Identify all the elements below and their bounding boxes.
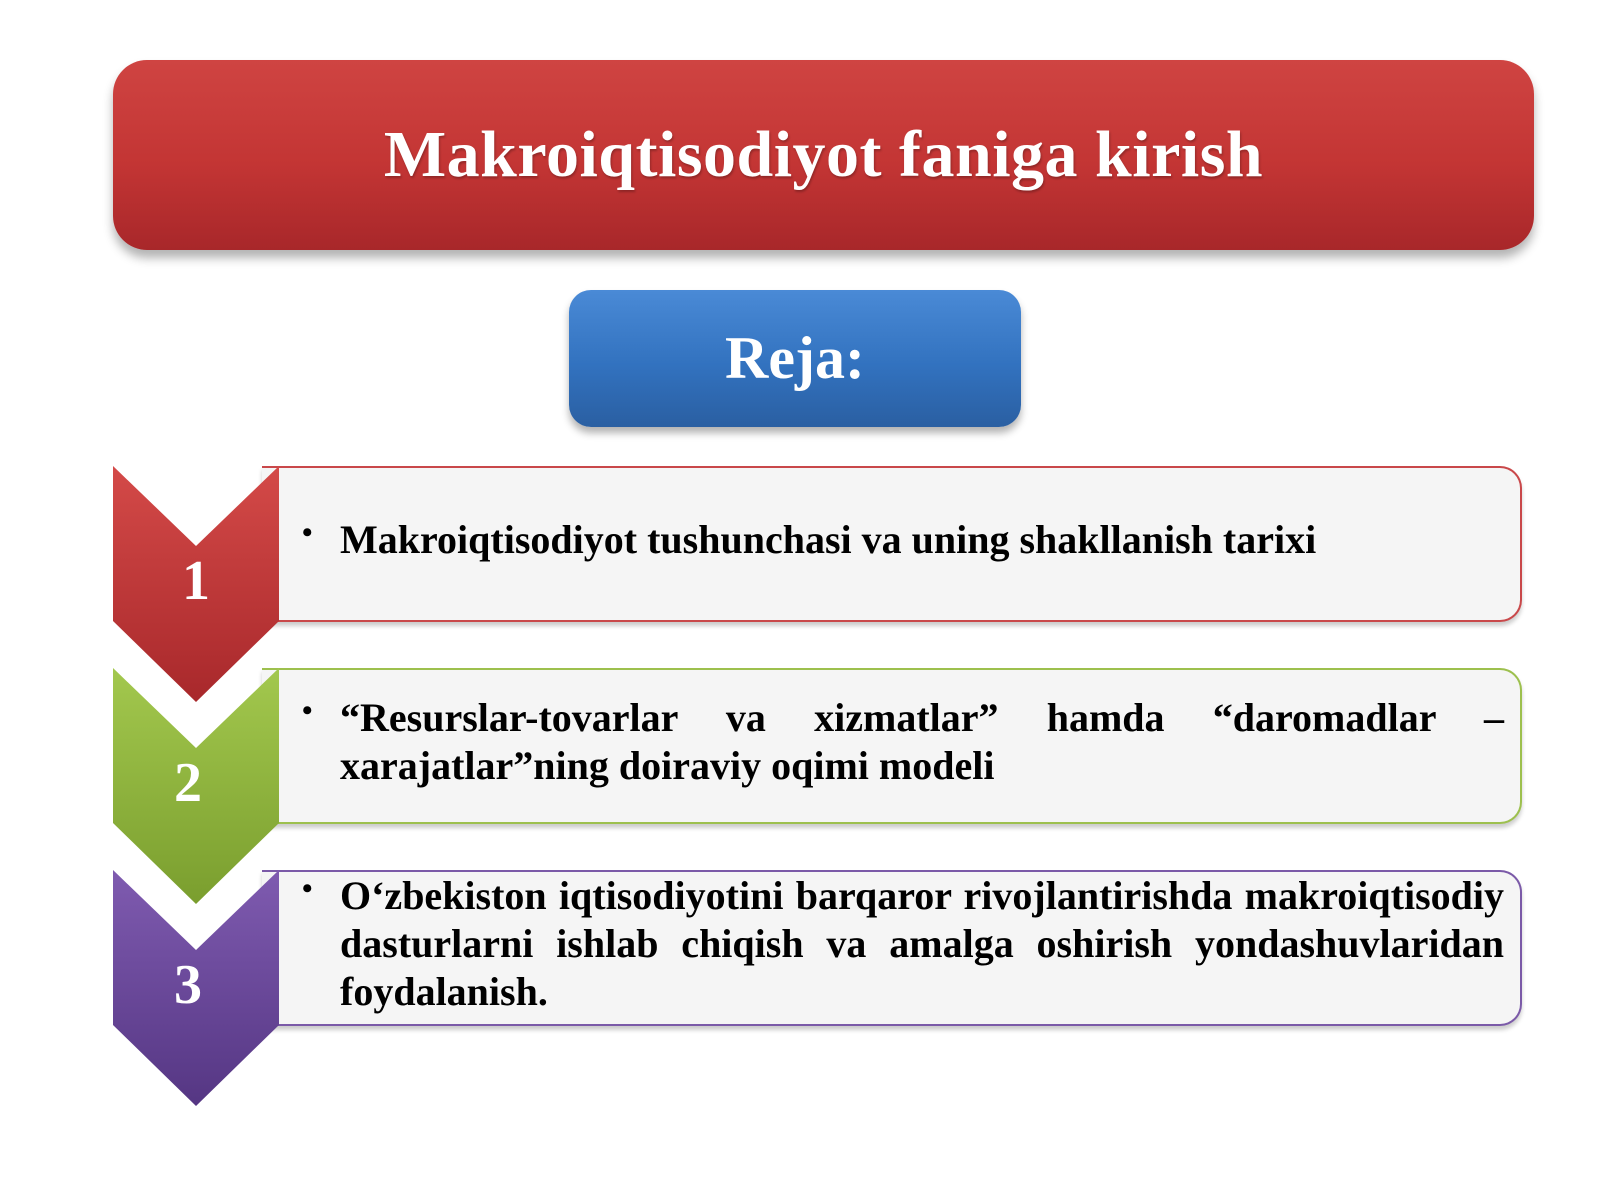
item-number-2: 2	[174, 752, 202, 814]
list-item-2-card	[262, 668, 1522, 824]
plan-label-box	[569, 290, 1021, 427]
chevron-3-icon	[113, 870, 279, 1106]
list-item-2-text: “Resurslar-tovarlar va xizmatlar” hamda “daromadlar – xarajatlar”ning doiraviy oqimi modeli	[340, 695, 1504, 788]
list-item-1-text: Makroiqtisodiyot tushunchasi va uning shakllanish tarixi	[340, 517, 1317, 562]
bullet-icon: •	[302, 872, 313, 905]
list-item-1-card	[262, 466, 1522, 622]
chevron-2-icon	[113, 668, 279, 904]
list-item-3-text: O‘zbekiston iqtisodiyotini barqaror rivojlantirishda makroiqtisodiy dasturlarni ishlab chiqish va amalga oshirish yondashuvlaridan foydalanish.	[340, 873, 1504, 1014]
plan-label: Reja:	[725, 325, 865, 391]
title-banner	[113, 60, 1534, 250]
bullet-icon: •	[302, 516, 313, 549]
page-title: Makroiqtisodiyot faniga kirish	[383, 118, 1264, 191]
bullet-icon: •	[302, 694, 313, 727]
chevron-1-icon	[113, 466, 279, 702]
list-item-3-card	[262, 870, 1522, 1026]
item-number-1: 1	[182, 550, 210, 612]
item-number-3: 3	[174, 954, 202, 1016]
